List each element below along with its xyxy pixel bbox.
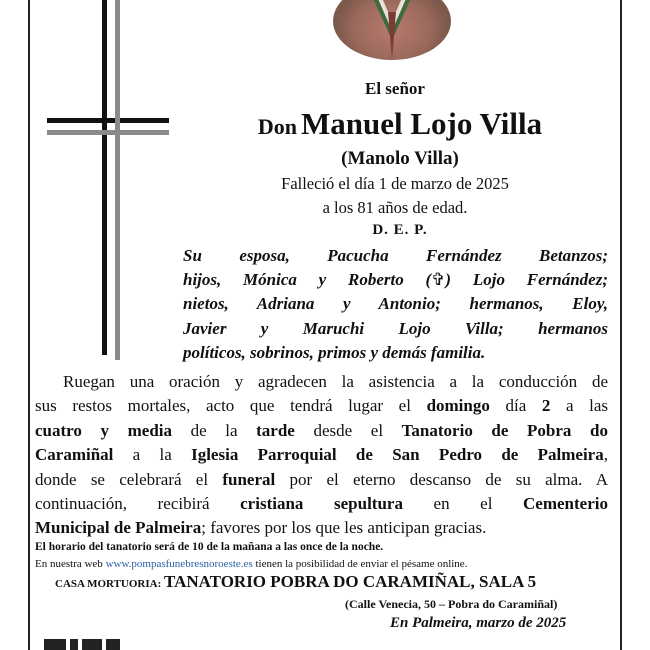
- schedule-note: El horario del tanatorio será de 10 de la mañana a las once de la noche.: [35, 541, 384, 553]
- body-line: cuatro y media de la tarde desde el Tanatorio de Pobra do: [35, 420, 608, 440]
- deceased-cross-icon: ✞: [431, 270, 446, 290]
- family-line: hijos, Mónica y Roberto (✞) Lojo Fernández;: [183, 270, 608, 290]
- cross-icon: [40, 0, 180, 360]
- ceremony-text: [35, 370, 608, 541]
- left-border: [28, 0, 30, 650]
- deceased-alias: (Manolo Villa): [341, 148, 459, 169]
- death-date: Falleció el día 1 de marzo de 2025: [281, 174, 509, 193]
- family-list: [183, 244, 608, 365]
- website-link[interactable]: www.pompasfunebresnoroeste.es: [105, 558, 253, 570]
- body-line: Ruegan una oración y agradecen la asistencia a la conducción de: [63, 372, 608, 391]
- body-line: Caramiñal a la Iglesia Parroquial de San Pedro de Palmeira,: [35, 445, 608, 465]
- name-prefix: Don: [257, 114, 297, 139]
- deceased-name: [205, 106, 595, 142]
- family-line: nietos, Adriana y Antonio; hermanos, Eloy,: [183, 294, 608, 314]
- body-line: sus restos mortales, acto que tendrá lugar el domingo día 2 a las: [35, 396, 608, 416]
- web-note: En nuestra web www.pompasfunebresnoroeste.es tienen la posibilidad de enviar el pésame online.: [35, 558, 468, 570]
- right-border: [620, 0, 622, 650]
- age-line: a los 81 años de edad.: [322, 198, 468, 217]
- body-line: continuación, recibirá cristiana sepultura en el Cementerio: [35, 493, 608, 513]
- family-line: políticos, sobrinos, primos y demás familia.: [183, 342, 486, 362]
- mortuary-label: CASA MORTUORIA:: [55, 578, 165, 590]
- mortuary-address: (Calle Venecia, 50 – Pobra do Caramiñal): [345, 597, 558, 611]
- family-line: Su esposa, Pacucha Fernández Betanzos;: [183, 246, 608, 265]
- logo-icon: [44, 639, 144, 650]
- mortuary-line: [55, 572, 536, 592]
- name-text: Manuel Lojo Villa: [300, 106, 543, 141]
- dep-line: D. E. P.: [372, 222, 428, 238]
- deceased-photo: [333, 0, 451, 60]
- place-date: En Palmeira, marzo de 2025: [390, 615, 567, 631]
- mortuary-name: TANATORIO POBRA DO CARAMIÑAL, SALA 5: [164, 572, 537, 591]
- family-line: Javier y Maruchi Lojo Villa; hermanos: [183, 318, 608, 338]
- body-line: donde se celebrará el funeral por el eterno descanso de su alma. A: [35, 469, 609, 489]
- body-line: Municipal de Palmeira; favores por los que les anticipan gracias.: [35, 518, 487, 538]
- title-el-senor: El señor: [365, 79, 425, 98]
